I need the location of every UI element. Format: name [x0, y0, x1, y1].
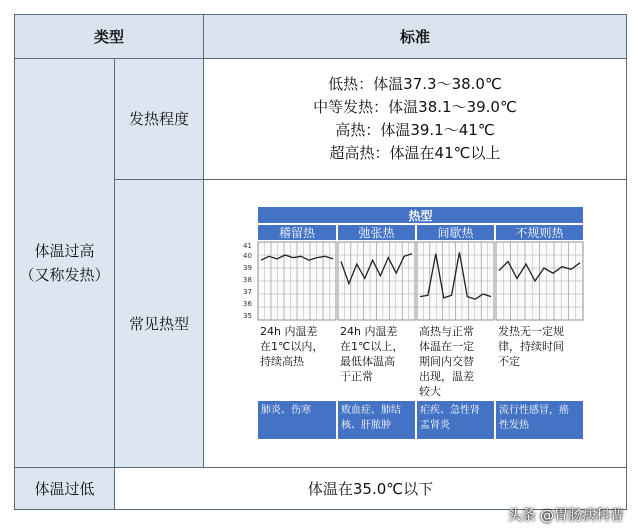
desc-line: 24h 内温差 [260, 325, 318, 338]
diseases-sustained [258, 401, 336, 439]
disease-line: 流行性感冒，癌 [499, 405, 569, 416]
desc-irregular [498, 324, 584, 369]
fever-degree-text: 发热程度 [128, 110, 189, 128]
desc-line: 发热无一定规 [498, 325, 564, 338]
desc-line: 期间内交替 [419, 355, 474, 368]
disease-line: 疟疾、急性肾 [420, 405, 480, 416]
criterion-low: 低热：体温37.3～38.0℃ [328, 75, 502, 93]
y-tick: 38 [243, 276, 252, 284]
desc-sustained [260, 324, 338, 369]
criterion-hyper: 超高热：体温在41℃以上 [329, 144, 501, 162]
desc-line: 在1℃以上， [340, 340, 404, 353]
fever-types-text: 常见热型 [128, 314, 189, 333]
disease-line: 肺炎、伤寒 [261, 405, 311, 416]
high-temp-line2: （又称发热） [19, 266, 110, 284]
high-temp-line1: 体温过高 [34, 242, 95, 260]
desc-line: 最低体温高 [340, 355, 395, 368]
desc-line: 高热与正常 [419, 325, 474, 338]
y-tick: 40 [243, 252, 252, 260]
figure-title: 热型 [258, 207, 583, 223]
type-header-irregular: 不规则热 [496, 225, 583, 240]
desc-line: 出现，温差 [419, 370, 474, 383]
chart-grid [417, 242, 494, 320]
y-tick: 41 [243, 242, 252, 250]
desc-line: 于正常 [340, 370, 373, 383]
fever-types-figure [242, 194, 584, 441]
diseases-intermittent [417, 401, 494, 439]
diseases-remittent [338, 401, 415, 439]
y-tick: 39 [243, 264, 252, 272]
header-type [14, 14, 204, 59]
y-tick: 37 [243, 288, 252, 296]
chart-grid [496, 242, 583, 320]
desc-intermittent [419, 324, 497, 399]
header-type-text: 类型 [93, 28, 124, 46]
desc-line: 不定 [498, 355, 520, 368]
desc-remittent [340, 324, 418, 384]
type-header-remittent: 弛张热 [338, 225, 415, 240]
disease-line: 核、肝脓肿 [341, 420, 391, 431]
desc-line: 体温在一定 [419, 340, 474, 353]
header-standard [203, 14, 627, 59]
chart-grid [258, 242, 336, 320]
type-header-intermittent: 间歇热 [417, 225, 494, 240]
disease-line: 盂肾炎 [420, 420, 450, 431]
y-tick: 36 [243, 300, 252, 308]
low-temp-text: 体温过低 [34, 479, 95, 498]
criterion-moderate: 中等发热：体温38.1～39.0℃ [313, 98, 517, 116]
disease-line: 败血症、肺结 [341, 405, 401, 416]
diseases-irregular [496, 401, 583, 439]
fever-degree-criteria [203, 58, 627, 180]
low-temp-criteria [114, 467, 627, 510]
desc-line: 持续高热 [260, 355, 304, 368]
fever-degree-label [114, 58, 204, 180]
low-temp-criteria-text: 体温在35.0℃以下 [307, 480, 434, 498]
watermark: 头条 @胃肠病科普 [507, 508, 624, 524]
high-temp-label [14, 58, 115, 468]
type-header-sustained: 稽留热 [258, 225, 336, 240]
desc-line: 在1℃以内， [260, 340, 324, 353]
low-temp-label [14, 467, 115, 510]
criterion-high: 高热：体温39.1～41℃ [335, 121, 495, 139]
y-tick: 35 [243, 312, 252, 320]
header-standard-text: 标准 [399, 28, 430, 46]
desc-line: 较大 [419, 385, 441, 398]
desc-line: 律，持续时间 [498, 340, 564, 353]
disease-line: 性发热 [499, 420, 529, 431]
desc-line: 24h 内温差 [340, 325, 398, 338]
fever-types-label [114, 179, 204, 468]
